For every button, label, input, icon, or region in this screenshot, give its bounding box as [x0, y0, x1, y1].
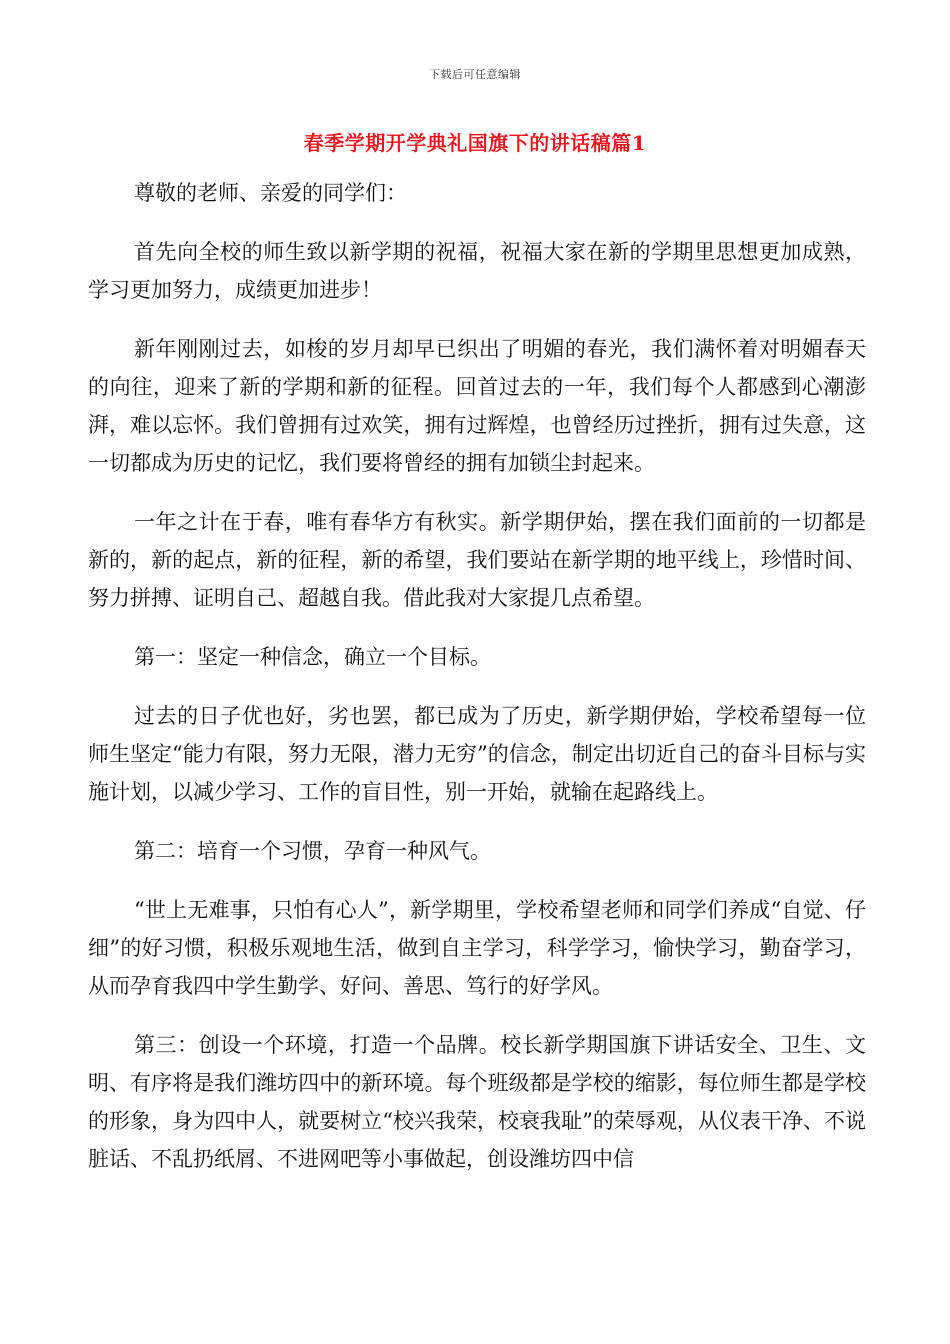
- body-paragraph: 新年刚刚过去，如梭的岁月却早已织出了明媚的春光，我们满怀着对明媚春天的向往，迎来了新的学期和新的征程。回首过去的一年，我们每个人都感到心潮澎湃，难以忘怀。我们曾拥有过欢笑，拥有过辉煌，也曾经历过挫折，拥有过失意，这一切都成为历史的记忆，我们要将曾经的拥有加锁尘封起来。: [88, 337, 866, 475]
- body-paragraph: 第三：创设一个环境，打造一个品牌。校长新学期国旗下讲话安全、卫生、文明、有序将是我们潍坊四中的新环境。每个班级都是学校的缩影，每位师生都是学校的形象，身为四中人，就要树立“校兴我荣，校衰我耻”的荣辱观，从仪表干净、不说脏话、不乱扔纸屑、不进网吧等小事做起，创设潍坊四中信: [88, 1033, 866, 1171]
- body-paragraph: “世上无难事，只怕有心人”，新学期里，学校希望老师和同学们养成“自觉、仔细”的好习惯，积极乐观地生活，做到自主学习，科学学习，愉快学习，勤奋学习，从而孕育我四中学生勤学、好问、善思、笃行的好学风。: [88, 898, 866, 998]
- salutation-paragraph: 尊敬的老师、亲爱的同学们：: [134, 181, 407, 205]
- page-title: 春季学期开学典礼国旗下的讲话稿篇1: [303, 131, 647, 155]
- point-heading-2: 第二：培育一个习惯，孕育一种风气。: [134, 839, 491, 863]
- download-note: 下载后可任意编辑: [429, 68, 521, 81]
- document-body: [88, 174, 866, 1199]
- point-heading-1: 第一：坚定一种信念，确立一个目标。: [134, 645, 491, 669]
- body-paragraph: 首先向全校的师生致以新学期的祝福，祝福大家在新的学期里思想更加成熟，学习更加努力，成绩更加进步！: [88, 240, 866, 302]
- body-paragraph: 过去的日子优也好，劣也罢，都已成为了历史，新学期伊始，学校希望每一位师生坚定“能力有限，努力无限，潜力无穷”的信念，制定出切近自己的奋斗目标与实施计划，以减少学习、工作的盲目性，别一开始，就输在起路线上。: [88, 704, 866, 804]
- body-paragraph: 一年之计在于春，唯有春华方有秋实。新学期伊始，摆在我们面前的一切都是新的，新的起点，新的征程，新的希望，我们要站在新学期的地平线上，珍惜时间、努力拼搏、证明自己、超越自我。借此我对大家提几点希望。: [88, 510, 866, 610]
